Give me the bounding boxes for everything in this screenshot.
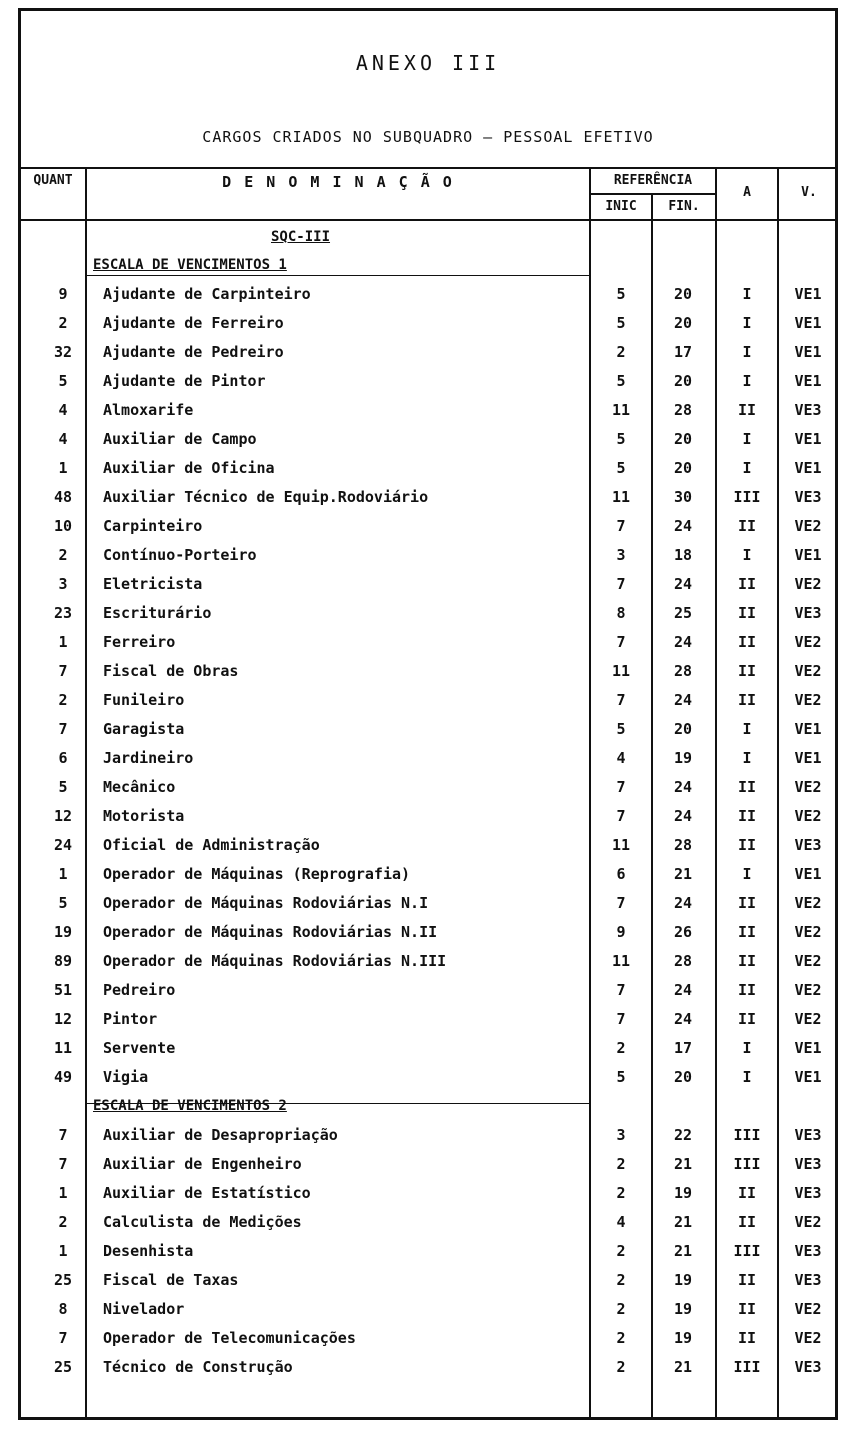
cell-v: VE3 — [794, 1242, 822, 1260]
cell-inic: 7 — [616, 981, 626, 999]
cell-denominacao: Servente — [103, 1039, 176, 1057]
cell-a: III — [733, 1358, 761, 1376]
cell-quant: 9 — [58, 285, 68, 303]
cell-v: VE2 — [794, 1329, 822, 1347]
cell-inic: 7 — [616, 633, 626, 651]
cell-quant: 49 — [53, 1068, 73, 1086]
cell-fin: 24 — [673, 517, 693, 535]
cell-quant: 7 — [58, 1155, 68, 1173]
cell-fin: 21 — [673, 1242, 693, 1260]
cell-fin: 28 — [673, 401, 693, 419]
cell-fin: 20 — [673, 430, 693, 448]
cell-fin: 28 — [673, 836, 693, 854]
cell-denominacao: Carpinteiro — [103, 517, 203, 535]
cell-inic: 4 — [616, 1213, 626, 1231]
cell-quant: 2 — [58, 314, 68, 332]
cell-denominacao: Oficial de Administração — [103, 836, 320, 854]
cell-inic: 7 — [616, 517, 626, 535]
cell-inic: 7 — [616, 778, 626, 796]
cell-a: II — [737, 1329, 757, 1347]
cell-inic: 7 — [616, 1010, 626, 1028]
cell-quant: 5 — [58, 372, 68, 390]
cell-fin: 30 — [673, 488, 693, 506]
cell-a: II — [737, 1184, 757, 1202]
cell-quant: 2 — [58, 691, 68, 709]
columns-rule — [21, 219, 835, 221]
cell-fin: 24 — [673, 807, 693, 825]
cell-fin: 18 — [673, 546, 693, 564]
cell-denominacao: Auxiliar de Desapropriação — [103, 1126, 338, 1144]
cell-a: I — [742, 546, 752, 564]
cell-quant: 1 — [58, 633, 68, 651]
cell-denominacao: Operador de Máquinas Rodoviárias N.I — [103, 894, 429, 912]
cell-v: VE2 — [794, 691, 822, 709]
cell-quant: 23 — [53, 604, 73, 622]
cell-a: II — [737, 836, 757, 854]
cell-fin: 20 — [673, 314, 693, 332]
cell-inic: 7 — [616, 807, 626, 825]
cell-inic: 5 — [616, 314, 626, 332]
cell-denominacao: Auxiliar de Campo — [103, 430, 257, 448]
cell-quant: 7 — [58, 1126, 68, 1144]
cell-a: III — [733, 1242, 761, 1260]
cell-a: II — [737, 633, 757, 651]
cell-a: I — [742, 372, 752, 390]
page-subtitle: CARGOS CRIADOS NO SUBQUADRO — PESSOAL EFETIVO — [202, 128, 654, 146]
cell-inic: 5 — [616, 372, 626, 390]
cell-fin: 20 — [673, 720, 693, 738]
cell-fin: 19 — [673, 1184, 693, 1202]
cell-fin: 21 — [673, 865, 693, 883]
cell-v: VE1 — [794, 372, 822, 390]
cell-a: II — [737, 778, 757, 796]
cell-v: VE1 — [794, 285, 822, 303]
cell-inic: 11 — [611, 836, 631, 854]
cell-a: II — [737, 1300, 757, 1318]
cell-quant: 8 — [58, 1300, 68, 1318]
cell-v: VE3 — [794, 1358, 822, 1376]
cell-denominacao: Ajudante de Pintor — [103, 372, 266, 390]
cell-fin: 28 — [673, 662, 693, 680]
cell-quant: 3 — [58, 575, 68, 593]
cell-inic: 2 — [616, 1329, 626, 1347]
cell-inic: 11 — [611, 662, 631, 680]
cell-a: II — [737, 401, 757, 419]
cell-inic: 4 — [616, 749, 626, 767]
cell-fin: 24 — [673, 633, 693, 651]
cell-v: VE1 — [794, 749, 822, 767]
cell-fin: 22 — [673, 1126, 693, 1144]
cell-v: VE2 — [794, 952, 822, 970]
cell-denominacao: Fiscal de Taxas — [103, 1271, 239, 1289]
cell-quant: 89 — [53, 952, 73, 970]
cell-denominacao: Mecânico — [103, 778, 176, 796]
cell-inic: 2 — [616, 1271, 626, 1289]
cell-denominacao: Nivelador — [103, 1300, 185, 1318]
cell-a: II — [737, 981, 757, 999]
cell-denominacao: Pintor — [103, 1010, 158, 1028]
document-frame — [18, 8, 838, 1420]
cell-fin: 19 — [673, 1271, 693, 1289]
cell-a: II — [737, 807, 757, 825]
referencia-rule — [591, 193, 715, 195]
cell-quant: 19 — [53, 923, 73, 941]
cell-inic: 2 — [616, 1300, 626, 1318]
col-header-fin: FIN. — [668, 199, 700, 214]
cell-v: VE1 — [794, 546, 822, 564]
cell-denominacao: Operador de Máquinas Rodoviárias N.III — [103, 952, 447, 970]
cell-v: VE2 — [794, 633, 822, 651]
cell-quant: 6 — [58, 749, 68, 767]
cell-a: II — [737, 662, 757, 680]
cell-quant: 4 — [58, 401, 68, 419]
cell-inic: 5 — [616, 459, 626, 477]
cell-fin: 20 — [673, 1068, 693, 1086]
cell-denominacao: Desenhista — [103, 1242, 194, 1260]
cell-v: VE1 — [794, 314, 822, 332]
cell-quant: 7 — [58, 1329, 68, 1347]
cell-inic: 2 — [616, 1242, 626, 1260]
cell-a: II — [737, 517, 757, 535]
cell-inic: 5 — [616, 1068, 626, 1086]
cell-denominacao: Jardineiro — [103, 749, 194, 767]
cell-quant: 2 — [58, 546, 68, 564]
cell-quant: 25 — [53, 1358, 73, 1376]
cell-inic: 2 — [616, 1358, 626, 1376]
cell-quant: 11 — [53, 1039, 73, 1057]
cell-a: III — [733, 488, 761, 506]
cell-quant: 25 — [53, 1271, 73, 1289]
cell-quant: 12 — [53, 807, 73, 825]
cell-v: VE1 — [794, 720, 822, 738]
page-title: ANEXO III — [355, 51, 501, 75]
cell-v: VE2 — [794, 923, 822, 941]
cell-inic: 2 — [616, 1155, 626, 1173]
cell-denominacao: Ajudante de Ferreiro — [103, 314, 284, 332]
cell-fin: 19 — [673, 1329, 693, 1347]
cell-inic: 3 — [616, 546, 626, 564]
cell-fin: 24 — [673, 778, 693, 796]
cell-denominacao: Eletricista — [103, 575, 203, 593]
cell-v: VE1 — [794, 430, 822, 448]
cell-denominacao: Vigia — [103, 1068, 149, 1086]
cell-quant: 12 — [53, 1010, 73, 1028]
cell-a: III — [733, 1126, 761, 1144]
cell-quant: 1 — [58, 1242, 68, 1260]
cell-fin: 28 — [673, 952, 693, 970]
cell-fin: 24 — [673, 691, 693, 709]
cell-v: VE2 — [794, 1300, 822, 1318]
cell-fin: 19 — [673, 749, 693, 767]
cell-quant: 5 — [58, 778, 68, 796]
cell-fin: 24 — [673, 1010, 693, 1028]
cell-denominacao: Motorista — [103, 807, 185, 825]
cell-fin: 24 — [673, 575, 693, 593]
cell-denominacao: Contínuo-Porteiro — [103, 546, 257, 564]
cell-quant: 4 — [58, 430, 68, 448]
cell-denominacao: Ferreiro — [103, 633, 176, 651]
cell-fin: 24 — [673, 981, 693, 999]
cell-denominacao: Auxiliar de Engenheiro — [103, 1155, 302, 1173]
cell-a: I — [742, 1039, 752, 1057]
cell-v: VE1 — [794, 1039, 822, 1057]
cell-inic: 5 — [616, 720, 626, 738]
cell-quant: 7 — [58, 720, 68, 738]
cell-inic: 3 — [616, 1126, 626, 1144]
cell-fin: 25 — [673, 604, 693, 622]
cell-a: II — [737, 1271, 757, 1289]
cell-inic: 2 — [616, 1039, 626, 1057]
cell-inic: 7 — [616, 691, 626, 709]
cell-inic: 11 — [611, 401, 631, 419]
cell-denominacao: Operador de Telecomunicações — [103, 1329, 356, 1347]
cell-denominacao: Funileiro — [103, 691, 185, 709]
cell-quant: 24 — [53, 836, 73, 854]
cell-v: VE3 — [794, 488, 822, 506]
cell-inic: 9 — [616, 923, 626, 941]
cell-fin: 21 — [673, 1213, 693, 1231]
cell-quant: 10 — [53, 517, 73, 535]
cell-fin: 21 — [673, 1155, 693, 1173]
cell-a: II — [737, 604, 757, 622]
cell-fin: 20 — [673, 372, 693, 390]
cell-v: VE3 — [794, 1184, 822, 1202]
cell-denominacao: Ajudante de Carpinteiro — [103, 285, 311, 303]
cell-a: I — [742, 865, 752, 883]
cell-fin: 20 — [673, 285, 693, 303]
cell-fin: 20 — [673, 459, 693, 477]
cell-a: II — [737, 923, 757, 941]
cell-inic: 11 — [611, 488, 631, 506]
cell-a: II — [737, 952, 757, 970]
section-title: ESCALA DE VENCIMENTOS 1 — [93, 257, 287, 273]
cell-a: I — [742, 459, 752, 477]
cell-v: VE3 — [794, 1126, 822, 1144]
cell-denominacao: Garagista — [103, 720, 185, 738]
cell-quant: 7 — [58, 662, 68, 680]
cell-a: II — [737, 894, 757, 912]
cell-v: VE1 — [794, 459, 822, 477]
cell-denominacao: Calculista de Medições — [103, 1213, 302, 1231]
cell-inic: 5 — [616, 430, 626, 448]
col-header-v: V. — [801, 185, 817, 200]
cell-v: VE2 — [794, 1010, 822, 1028]
cell-denominacao: Auxiliar de Estatístico — [103, 1184, 311, 1202]
cell-a: I — [742, 285, 752, 303]
cell-inic: 11 — [611, 952, 631, 970]
col-header-denominacao: D E N O M I N A Ç Ã O — [222, 173, 454, 191]
cell-a: I — [742, 314, 752, 332]
cell-inic: 2 — [616, 343, 626, 361]
cell-a: I — [742, 343, 752, 361]
cell-quant: 32 — [53, 343, 73, 361]
cell-denominacao: Escriturário — [103, 604, 212, 622]
cell-v: VE2 — [794, 575, 822, 593]
cell-v: VE3 — [794, 401, 822, 419]
cell-inic: 8 — [616, 604, 626, 622]
cell-v: VE2 — [794, 981, 822, 999]
cell-inic: 5 — [616, 285, 626, 303]
cell-denominacao: Auxiliar de Oficina — [103, 459, 275, 477]
cell-inic: 7 — [616, 575, 626, 593]
cell-v: VE3 — [794, 836, 822, 854]
cell-denominacao: Técnico de Construção — [103, 1358, 293, 1376]
cell-a: I — [742, 430, 752, 448]
cell-denominacao: Almoxarife — [103, 401, 194, 419]
cell-denominacao: Ajudante de Pedreiro — [103, 343, 284, 361]
cell-fin: 17 — [673, 343, 693, 361]
cell-fin: 24 — [673, 894, 693, 912]
col-header-quant: QUANT — [33, 173, 73, 188]
cell-quant: 1 — [58, 865, 68, 883]
cell-v: VE3 — [794, 1155, 822, 1173]
section-title: ESCALA DE VENCIMENTOS 2 — [93, 1098, 287, 1114]
cell-v: VE1 — [794, 865, 822, 883]
cell-v: VE2 — [794, 662, 822, 680]
cell-quant: 5 — [58, 894, 68, 912]
cell-v: VE2 — [794, 778, 822, 796]
cell-fin: 17 — [673, 1039, 693, 1057]
cell-a: II — [737, 1010, 757, 1028]
col-header-a: A — [743, 185, 751, 200]
cell-fin: 21 — [673, 1358, 693, 1376]
cell-v: VE2 — [794, 517, 822, 535]
cell-inic: 6 — [616, 865, 626, 883]
cell-fin: 19 — [673, 1300, 693, 1318]
cell-denominacao: Operador de Máquinas (Reprografia) — [103, 865, 411, 883]
cell-quant: 51 — [53, 981, 73, 999]
col-header-inic: INIC — [605, 199, 637, 214]
cell-a: II — [737, 691, 757, 709]
cell-inic: 7 — [616, 894, 626, 912]
cell-a: I — [742, 720, 752, 738]
cell-a: II — [737, 1213, 757, 1231]
group-label: SQC-III — [271, 229, 331, 245]
cell-fin: 26 — [673, 923, 693, 941]
cell-v: VE2 — [794, 807, 822, 825]
cell-a: I — [742, 749, 752, 767]
cell-denominacao: Pedreiro — [103, 981, 176, 999]
col-rule-quant — [85, 167, 87, 1417]
section1-rule — [85, 275, 591, 276]
cell-v: VE2 — [794, 1213, 822, 1231]
header-rule — [21, 167, 835, 169]
cell-a: II — [737, 575, 757, 593]
cell-v: VE2 — [794, 894, 822, 912]
cell-quant: 48 — [53, 488, 73, 506]
cell-quant: 1 — [58, 1184, 68, 1202]
cell-v: VE3 — [794, 604, 822, 622]
cell-denominacao: Auxiliar Técnico de Equip.Rodoviário — [103, 488, 429, 506]
col-header-referencia: REFERÊNCIA — [613, 173, 693, 188]
cell-denominacao: Operador de Máquinas Rodoviárias N.II — [103, 923, 438, 941]
cell-v: VE1 — [794, 343, 822, 361]
cell-quant: 1 — [58, 459, 68, 477]
cell-v: VE1 — [794, 1068, 822, 1086]
cell-v: VE3 — [794, 1271, 822, 1289]
cell-quant: 2 — [58, 1213, 68, 1231]
cell-a: III — [733, 1155, 761, 1173]
cell-denominacao: Fiscal de Obras — [103, 662, 239, 680]
cell-inic: 2 — [616, 1184, 626, 1202]
cell-a: I — [742, 1068, 752, 1086]
